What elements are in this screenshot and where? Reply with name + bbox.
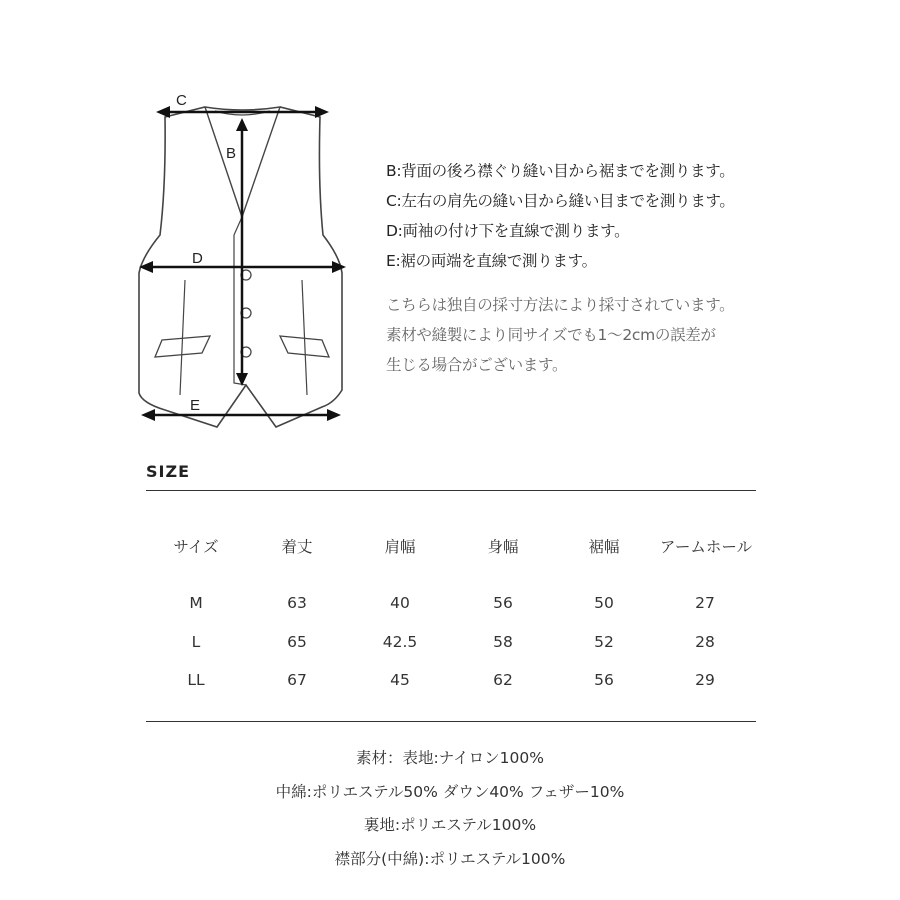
- table-cell: 45: [390, 671, 410, 690]
- table-cell: 50: [594, 594, 614, 613]
- header-armhole: [654, 510, 756, 584]
- vest-lapel-right: [242, 107, 280, 217]
- size-section-title: SIZE: [146, 462, 191, 481]
- table-cell: L: [191, 632, 201, 651]
- table-row: [146, 584, 756, 623]
- header-hem: 裾幅: [588, 538, 620, 556]
- vest-dart-right: [302, 280, 307, 395]
- caveat-line: 生じる場合がございます。: [386, 356, 568, 374]
- size-table: [146, 510, 756, 700]
- measurement-caveat: [386, 290, 866, 380]
- vest-illustration: [130, 85, 360, 440]
- size-table-bottom-rule: [146, 721, 756, 722]
- table-cell: 65: [287, 632, 307, 651]
- table-cell: 56: [594, 671, 614, 690]
- table-cell: 56: [493, 594, 513, 613]
- note-e: E:裾の両端を直線で測ります。: [386, 252, 597, 270]
- table-cell: 52: [594, 632, 614, 651]
- table-cell: 58: [493, 632, 513, 651]
- table-cell: 29: [695, 671, 715, 690]
- table-cell: LL: [187, 671, 205, 690]
- vest-placket: [234, 217, 246, 385]
- table-cell: 62: [493, 671, 513, 690]
- header-armhole-label: アームホール: [659, 538, 753, 556]
- caveat-line: 素材や縫製により同サイズでも1～2cmの誤差が: [386, 326, 716, 344]
- measurement-notes: [386, 156, 866, 380]
- vest-lapel-left: [205, 107, 242, 217]
- dimension-c-label: C: [176, 92, 187, 109]
- vest-diagram: [130, 85, 360, 440]
- size-table-top-rule: [146, 490, 756, 491]
- header-size: サイズ: [173, 538, 219, 556]
- table-cell: 40: [390, 594, 410, 613]
- dimension-b-arrow: [236, 118, 248, 386]
- material-collar: 襟部分(中綿):ポリエステル100%: [334, 849, 566, 868]
- dimension-b-label: B: [226, 145, 237, 162]
- table-cell: 27: [695, 594, 715, 613]
- header-chest: 身幅: [487, 538, 519, 556]
- materials-section: [0, 742, 900, 876]
- table-cell: M: [189, 594, 203, 613]
- table-cell: 28: [695, 632, 715, 651]
- note-d: D:両袖の付け下を直線で測ります。: [386, 222, 630, 240]
- table-cell: 67: [287, 671, 307, 690]
- size-table-header-row: [146, 510, 756, 584]
- table-cell: 42.5: [382, 632, 418, 651]
- table-row: [146, 661, 756, 700]
- table-cell: 63: [287, 594, 307, 613]
- material-filling: 中綿:ポリエステル50% ダウン40% フェザー10%: [275, 782, 625, 801]
- table-row: [146, 623, 756, 662]
- caveat-line: こちらは独自の採寸方法により採寸されています。: [386, 296, 735, 314]
- dimension-e-arrow: [141, 409, 341, 421]
- material-lining: 裏地:ポリエステル100%: [363, 816, 537, 834]
- material-outer: 素材：表地:ナイロン100%: [356, 749, 544, 767]
- note-b: B:背面の後ろ襟ぐり縫い目から裾までを測ります。: [386, 162, 735, 180]
- header-length: 着丈: [281, 538, 313, 556]
- dimension-e-label: E: [190, 397, 201, 414]
- header-shoulder: 肩幅: [384, 538, 416, 556]
- dimension-d-label: D: [192, 250, 203, 267]
- note-c: C:左右の肩先の縫い目から縫い目までを測ります。: [386, 192, 735, 210]
